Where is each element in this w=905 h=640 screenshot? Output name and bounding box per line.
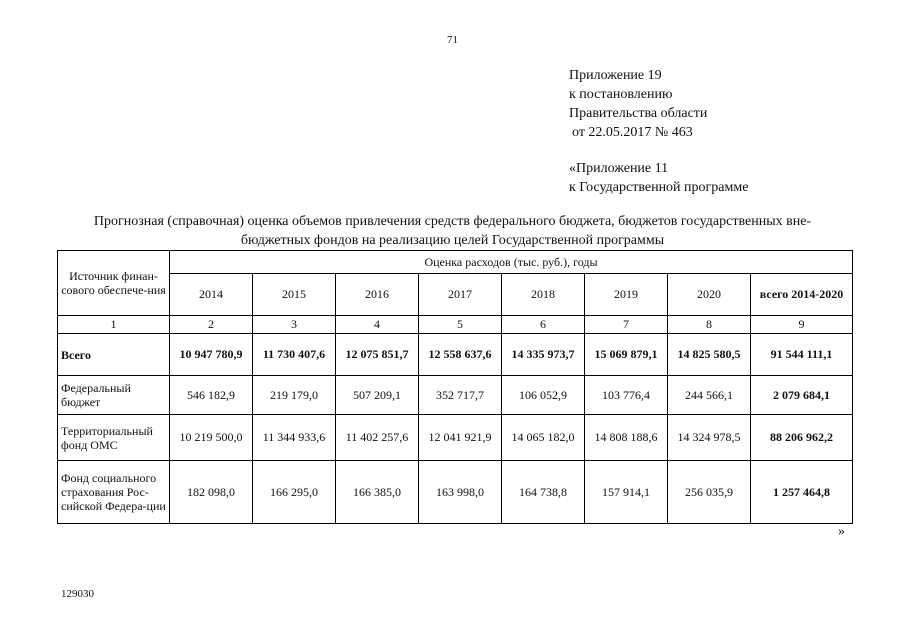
column-number: 9 [751, 316, 853, 334]
header-year: 2019 [585, 274, 668, 316]
row-value: 166 385,0 [336, 461, 419, 524]
row-label: Территориальный фонд ОМС [58, 415, 170, 461]
table-row [58, 376, 853, 415]
row-value: 164 738,8 [502, 461, 585, 524]
header-year: 2018 [502, 274, 585, 316]
table-row [58, 461, 853, 524]
row-label: Федеральный бюджет [58, 376, 170, 415]
row-value: 14 065 182,0 [502, 415, 585, 461]
appendix-line: к постановлению [569, 87, 673, 102]
row-total: 1 257 464,8 [751, 461, 853, 524]
row-value: 10 947 780,9 [170, 334, 253, 376]
appendix-line: Приложение 19 [569, 68, 662, 83]
header-year: 2015 [253, 274, 336, 316]
row-value: 14 825 580,5 [668, 334, 751, 376]
appendix-sub-line: «Приложение 11 [569, 161, 669, 176]
header-year: 2020 [668, 274, 751, 316]
row-value: 14 808 188,6 [585, 415, 668, 461]
row-label: Фонд социального страхования Рос-сийской Федера-ции [58, 461, 170, 524]
row-value: 11 402 257,6 [336, 415, 419, 461]
row-value: 15 069 879,1 [585, 334, 668, 376]
appendix-line: Правительства области [569, 106, 708, 121]
row-value: 103 776,4 [585, 376, 668, 415]
row-value: 182 098,0 [170, 461, 253, 524]
column-number: 1 [58, 316, 170, 334]
column-number: 3 [253, 316, 336, 334]
table-row [58, 415, 853, 461]
header-group: Оценка расходов (тыс. руб.), годы [170, 251, 853, 274]
column-number: 2 [170, 316, 253, 334]
column-number: 8 [668, 316, 751, 334]
row-value: 546 182,9 [170, 376, 253, 415]
row-value: 106 052,9 [502, 376, 585, 415]
appendix-line: от 22.05.2017 № 463 [572, 125, 693, 140]
header-total: всего 2014-2020 [751, 274, 853, 316]
row-value: 157 914,1 [585, 461, 668, 524]
column-number: 7 [585, 316, 668, 334]
header-year: 2014 [170, 274, 253, 316]
closing-quote: » [838, 524, 845, 539]
row-value: 219 179,0 [253, 376, 336, 415]
appendix-block [569, 66, 748, 197]
row-total: 2 079 684,1 [751, 376, 853, 415]
page-number: 71 [447, 34, 458, 46]
row-total: 88 206 962,2 [751, 415, 853, 461]
appendix-sub-line: к Государственной программе [569, 180, 749, 195]
row-value: 12 075 851,7 [336, 334, 419, 376]
row-value: 12 041 921,9 [419, 415, 502, 461]
row-value: 10 219 500,0 [170, 415, 253, 461]
row-value: 352 717,7 [419, 376, 502, 415]
column-number: 5 [419, 316, 502, 334]
row-value: 14 335 973,7 [502, 334, 585, 376]
row-value: 244 566,1 [668, 376, 751, 415]
document-title-line: Прогнозная (справочная) оценка объемов привлечения средств федерального бюджета, бюджетов государственных вне- [93, 214, 812, 229]
header-years-row [58, 274, 853, 316]
column-number: 6 [502, 316, 585, 334]
document-title [40, 212, 865, 250]
header-year: 2017 [419, 274, 502, 316]
row-value: 11 344 933,6 [253, 415, 336, 461]
row-total: 91 544 111,1 [751, 334, 853, 376]
row-value: 166 295,0 [253, 461, 336, 524]
row-value: 507 209,1 [336, 376, 419, 415]
row-label: Всего [58, 334, 170, 376]
header-year: 2016 [336, 274, 419, 316]
row-value: 12 558 637,6 [419, 334, 502, 376]
document-title-line: бюджетных фондов на реализацию целей Государственной программы [240, 233, 665, 248]
table-row [58, 334, 853, 376]
row-value: 256 035,9 [668, 461, 751, 524]
row-value: 163 998,0 [419, 461, 502, 524]
column-number-row [58, 316, 853, 334]
expenditure-table [57, 250, 853, 524]
header-source: Источник финан-сового обеспече-ния [58, 251, 170, 316]
row-value: 14 324 978,5 [668, 415, 751, 461]
column-number: 4 [336, 316, 419, 334]
footer-code: 129030 [61, 588, 94, 600]
row-value: 11 730 407,6 [253, 334, 336, 376]
